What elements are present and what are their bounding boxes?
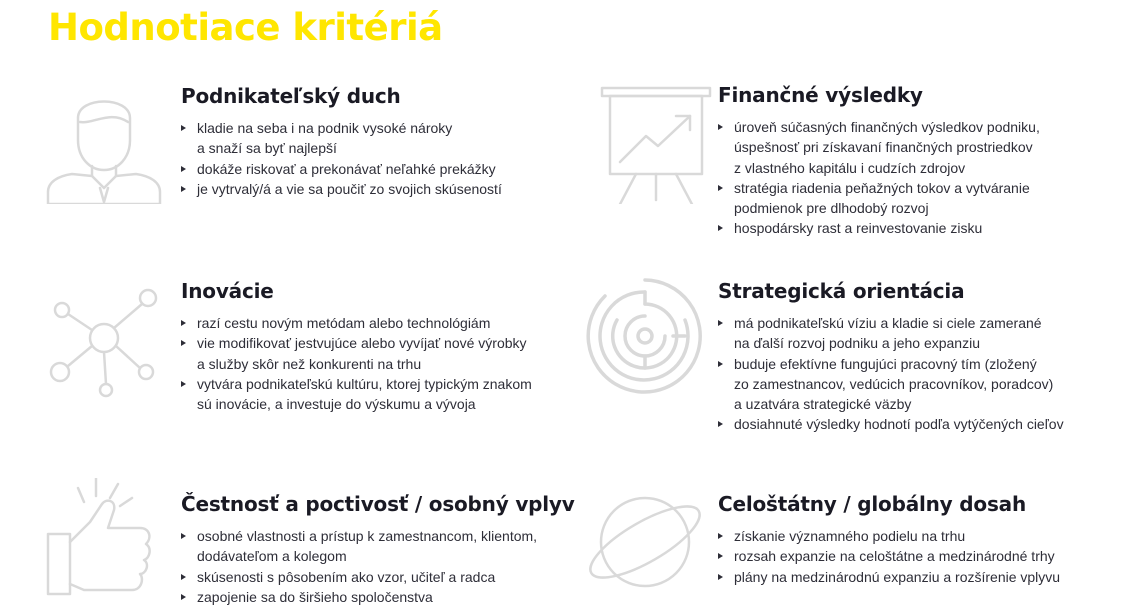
- list-item-text: stratégia riadenia peňažných tokov a vytváranie: [734, 179, 1030, 196]
- list-item-text: dodávateľom a kolegom: [197, 548, 347, 565]
- list-item: [181, 118, 571, 159]
- list-item: [181, 526, 581, 567]
- list-item-text: sú inovácie, a investuje do výskumu a vývoja: [197, 396, 476, 413]
- list-item-text: buduje efektívne fungujúci pracovný tím (zložený: [734, 355, 1037, 372]
- list-item: [181, 374, 571, 415]
- list-item: [181, 333, 571, 374]
- section-inovacie: [181, 279, 571, 414]
- list-item-text: dokáže riskovať a prekonávať neľahké prekážky: [197, 160, 496, 177]
- list-item-text: a uzatvára strategické väzby: [734, 396, 912, 413]
- list-item: [718, 117, 1108, 178]
- section-podnikatelsky-duch: [181, 84, 571, 199]
- list-item: [181, 159, 571, 179]
- bullet-list: [181, 118, 571, 199]
- list-item-text: je vytrvalý/á a vie sa poučiť zo svojich skúseností: [197, 180, 502, 197]
- section-celostatny-globalny-dosah: [718, 492, 1108, 587]
- thumbs-up-icon: [44, 478, 164, 598]
- list-item-text: plány na medzinárodnú expanziu a rozšírenie vplyvu: [734, 568, 1061, 585]
- list-item-text: a služby skôr než konkurenti na trhu: [197, 355, 422, 372]
- list-item: [181, 313, 571, 333]
- bullet-list: [718, 117, 1108, 239]
- list-item-text: úroveň súčasných finančných výsledkov podniku,: [734, 119, 1040, 135]
- list-item-text: dosiahnuté výsledky hodnotí podľa vytýčených cieľov: [734, 416, 1064, 433]
- section-heading: Inovácie: [181, 279, 274, 303]
- bullet-list: [181, 313, 571, 414]
- list-item-text: zapojenie sa do širšieho spoločenstva: [197, 588, 433, 605]
- list-item: [718, 414, 1113, 434]
- person-icon: [44, 84, 164, 204]
- list-item-text: kladie na seba i na podnik vysoké nároky: [197, 120, 453, 136]
- section-heading: Čestnosť a poctivosť / osobný vplyv: [181, 492, 575, 516]
- section-heading: Strategická orientácia: [718, 279, 965, 303]
- section-heading: Celoštátny / globálny dosah: [718, 492, 1026, 516]
- list-item-text: z vlastného kapitálu i cudzích zdrojov: [734, 159, 966, 176]
- list-item: [718, 546, 1108, 566]
- list-item-text: skúsenosti s pôsobením ako vzor, učiteľ a radca: [197, 568, 496, 585]
- list-item-text: podmienok pre dlhodobý rozvoj: [734, 200, 929, 217]
- section-cestnost-poctivost: [181, 492, 581, 607]
- list-item: [718, 526, 1108, 546]
- list-item: [181, 587, 581, 607]
- bullet-list: [718, 526, 1108, 587]
- bullet-list: [181, 526, 581, 607]
- list-item-text: úspešnosť pri získavaní finančných prostriedkov: [734, 139, 1033, 156]
- list-item-text: razí cestu novým metódam alebo technológiám: [197, 315, 491, 331]
- list-item: [181, 179, 571, 199]
- list-item-text: hospodársky rast a reinvestovanie zisku: [734, 220, 983, 237]
- list-item-text: na ďalší rozvoj podniku a jeho expanziu: [734, 335, 980, 352]
- network-icon: [44, 280, 164, 400]
- list-item-text: má podnikateľskú víziu a kladie si ciele zamerané: [734, 315, 1042, 331]
- list-item-text: získanie významného podielu na trhu: [734, 528, 966, 544]
- list-item: [718, 354, 1113, 415]
- list-item-text: rozsah expanzie na celoštátne a medzinárodné trhy: [734, 548, 1055, 565]
- list-item-text: vie modifikovať jestvujúce alebo vyvíjať nové výrobky: [197, 335, 527, 352]
- list-item-text: a snaží sa byť najlepší: [197, 140, 337, 157]
- list-item: [718, 178, 1108, 219]
- page-title: Hodnotiace kritériá: [48, 6, 443, 49]
- section-heading: Podnikateľský duch: [181, 84, 401, 108]
- presentation-chart-icon: [596, 84, 716, 204]
- list-item: [718, 567, 1108, 587]
- bullet-list: [718, 313, 1113, 435]
- list-item: [718, 313, 1113, 354]
- maze-icon: [585, 276, 705, 396]
- list-item-text: osobné vlastnosti a prístup k zamestnancom, klientom,: [197, 528, 538, 544]
- section-strategicka-orientacia: [718, 279, 1113, 435]
- globe-orbit-icon: [583, 480, 703, 600]
- list-item: [181, 567, 581, 587]
- list-item-text: zo zamestnancov, vedúcich pracovníkov, poradcov): [734, 375, 1054, 392]
- section-financne-vysledky: [718, 83, 1108, 239]
- list-item: [718, 218, 1108, 238]
- section-heading: Finančné výsledky: [718, 83, 923, 107]
- list-item-text: vytvára podnikateľskú kultúru, ktorej typickým znakom: [197, 375, 532, 392]
